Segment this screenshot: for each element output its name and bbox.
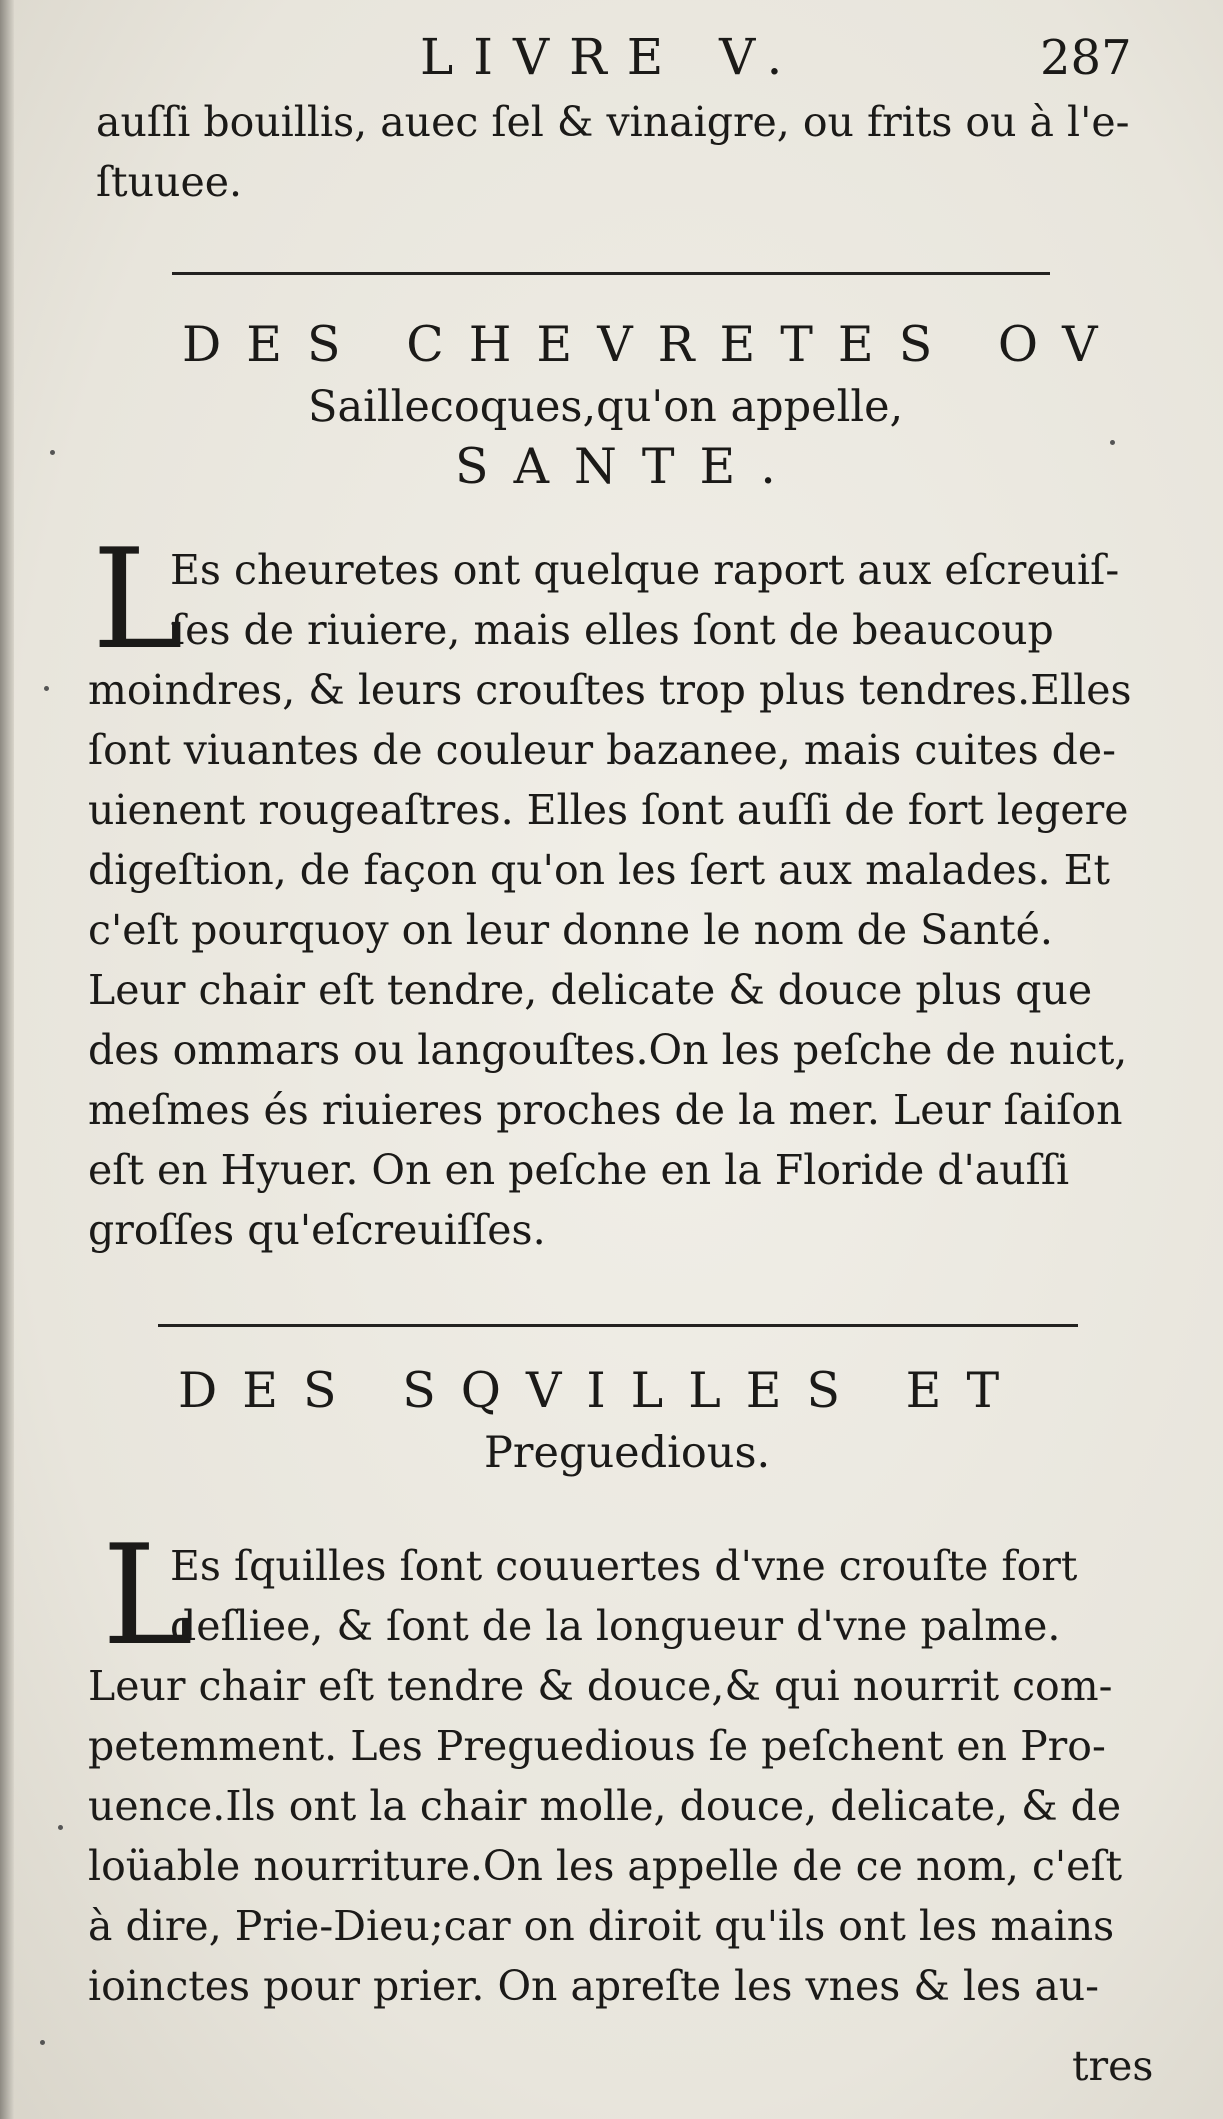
section1-subheading: Saillecoques,qu'on appelle, [308, 382, 904, 432]
text-line: deſliee, & ſont de la longueur d'vne palme. [170, 1602, 1061, 1650]
text-line: digeſtion, de façon qu'on les ſert aux malades. Et [88, 846, 1110, 894]
section-divider [172, 272, 1050, 275]
ink-speck [44, 686, 49, 691]
ink-speck [40, 2040, 45, 2045]
section2-heading: DES SQVILLES ET [178, 1362, 1025, 1419]
section1-heading-line3: SANTE. [455, 438, 801, 495]
text-line: à dire, Prie-Dieu;car on diroit qu'ils ont les mains [88, 1902, 1115, 1950]
drop-cap: L [102, 1515, 194, 1676]
text-line: Leur chair eſt tendre & douce,& qui nourrit com- [88, 1662, 1113, 1710]
section2-subheading: Preguedious. [484, 1428, 771, 1478]
ink-speck [58, 1825, 63, 1830]
text-line: Es ſquilles ſont couuertes d'vne crouſte fort [170, 1542, 1078, 1590]
page-gutter-shadow [0, 0, 14, 2119]
text-line: moindres, & leurs crouſtes trop plus tendres.Elles [88, 666, 1132, 714]
text-line: petemment. Les Preguedious ſe peſchent en Pro- [88, 1722, 1106, 1770]
section-divider [158, 1324, 1078, 1327]
drop-cap: L [92, 519, 184, 680]
text-line: ioinctes pour prier. On apreſte les vnes & les au- [88, 1962, 1100, 2010]
text-line: ſtuuee. [96, 158, 243, 206]
section2-paragraph [88, 1515, 1148, 2016]
ink-speck [50, 450, 55, 455]
section1-paragraph [88, 519, 1148, 1260]
page-number: 287 [1040, 30, 1132, 86]
text-line: groſſes qu'eſcreuiſſes. [88, 1206, 546, 1254]
text-line: Leur chair eſt tendre, delicate & douce plus que [88, 966, 1093, 1014]
text-line: auſſi bouillis, auec ſel & vinaigre, ou frits ou à l'e- [96, 98, 1130, 146]
text-line: loüable nourriture.On les appelle de ce nom, c'eſt [88, 1842, 1123, 1890]
text-line: ſont viuantes de couleur bazanee, mais cuites de- [88, 726, 1117, 774]
text-line: c'eſt pourquoy on leur donne le nom de Santé. [88, 906, 1053, 954]
section1-heading: DES CHEVRETES OV [182, 316, 1123, 373]
text-line: meſmes és riuieres proches de la mer. Leur ſaiſon [88, 1086, 1123, 1134]
continuation-text [96, 92, 1136, 212]
text-line: des ommars ou langouſtes.On les peſche de nuict, [88, 1026, 1128, 1074]
text-line: uence.Ils ont la chair molle, douce, delicate, & de [88, 1782, 1122, 1830]
text-line: uienent rougeaſtres. Elles ſont auſſi de fort legere [88, 786, 1129, 834]
catchword: tres [1072, 2042, 1154, 2090]
ink-speck [1110, 440, 1115, 445]
text-line: Es cheuretes ont quelque raport aux eſcreuiſ- [170, 546, 1120, 594]
running-title: LIVRE V. [420, 28, 803, 86]
text-line: eſt en Hyuer. On en peſche en la Floride d'auſſi [88, 1146, 1070, 1194]
text-line: ſes de riuiere, mais elles ſont de beaucoup [170, 606, 1054, 654]
